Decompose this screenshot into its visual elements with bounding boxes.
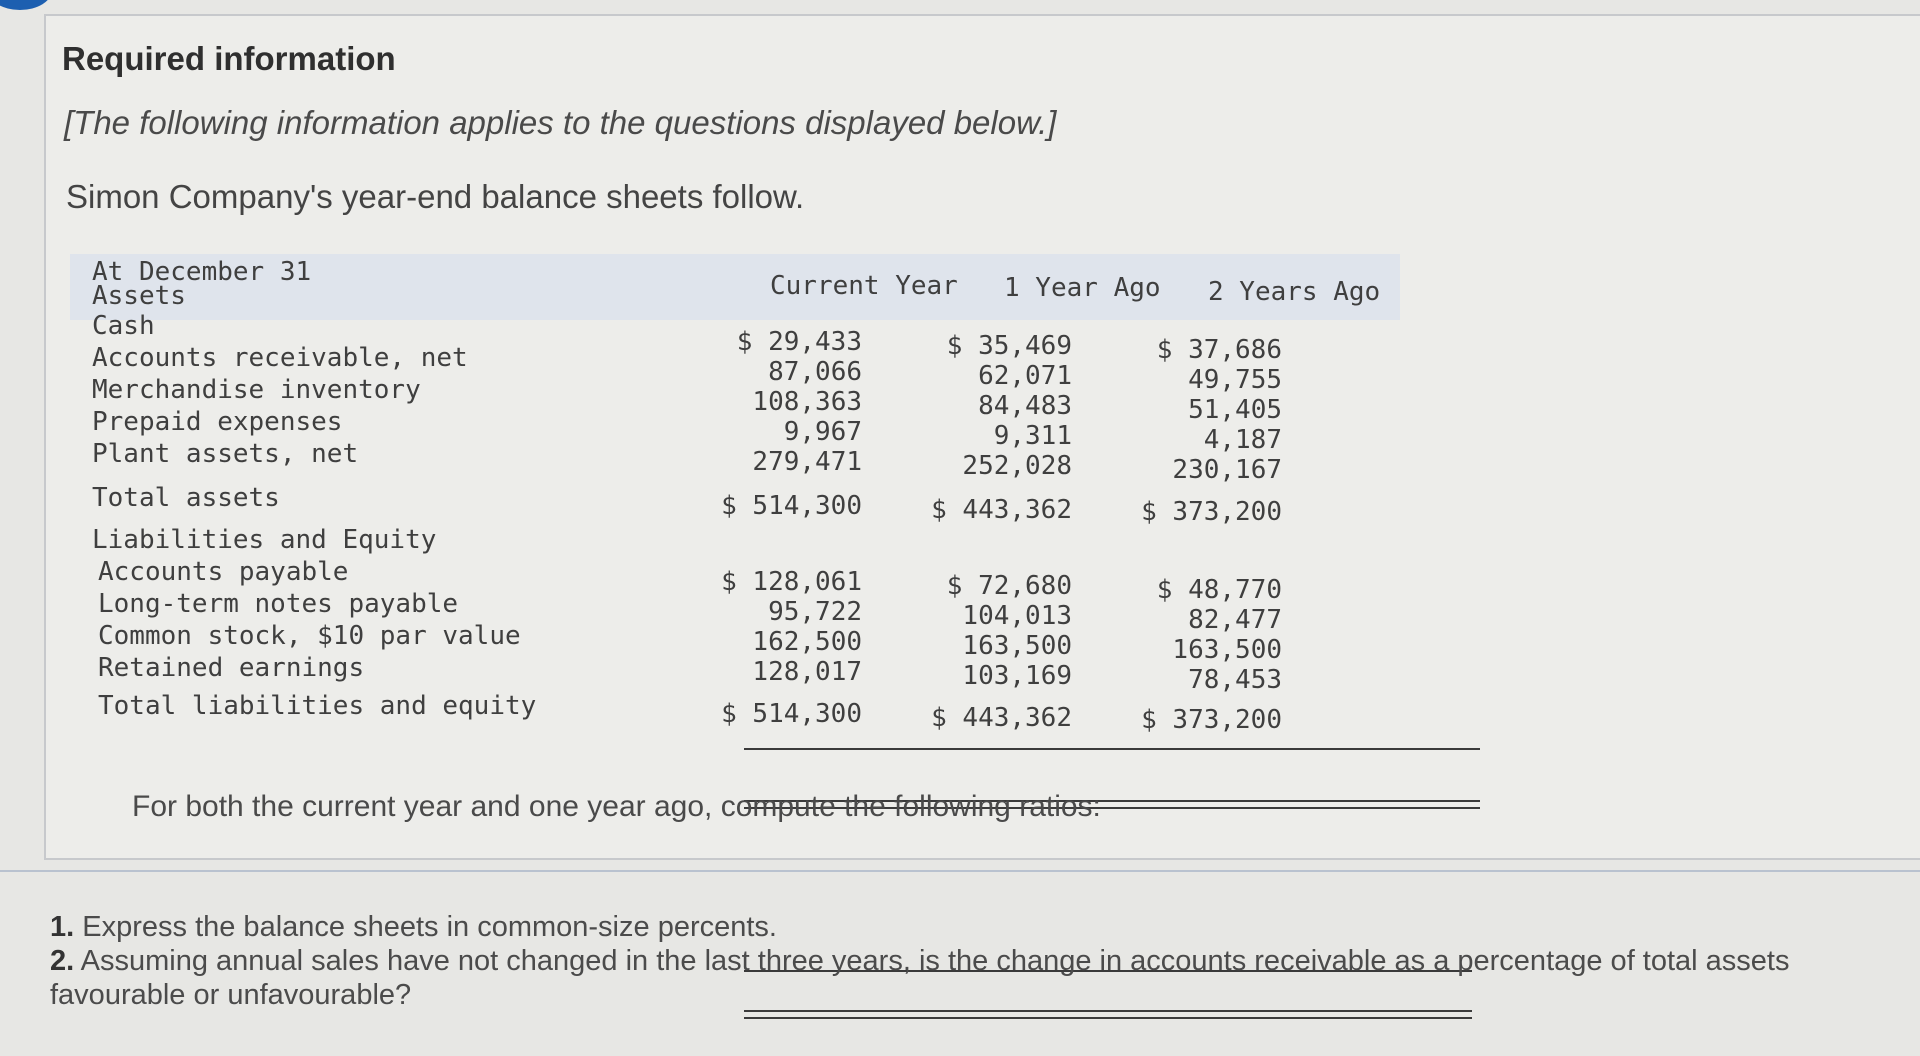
cell-value: $ 72,680: [946, 571, 1072, 601]
cell-value: $ 514,300: [721, 491, 862, 521]
row-label: Accounts payable: [98, 557, 349, 587]
cell-value: 62,071: [978, 361, 1072, 391]
row-label: Accounts receivable, net: [92, 343, 468, 373]
row-label: Total liabilities and equity: [98, 691, 537, 721]
cell-value: 95,722: [768, 597, 862, 627]
cell-value: 9,311: [993, 421, 1072, 451]
cell-value: 230,167: [1172, 455, 1282, 485]
cell-value: 51,405: [1188, 395, 1282, 425]
cell-value: 163,500: [962, 631, 1072, 661]
table-row: [92, 588, 1392, 635]
section-divider: [0, 870, 1920, 872]
cell-value: $ 29,433: [736, 327, 862, 357]
row-label: Retained earnings: [98, 653, 365, 683]
assets-subtotal-rule: [744, 748, 1480, 750]
cell-value: 104,013: [962, 601, 1072, 631]
row-label: Common stock, $10 par value: [98, 621, 521, 651]
cell-value: 163,500: [1172, 635, 1282, 665]
row-label: Cash: [92, 311, 155, 341]
cell-value: $ 35,469: [946, 331, 1072, 361]
column-2-years-ago: 2 Years Ago: [1208, 277, 1381, 307]
question-number: 2.: [50, 945, 75, 977]
cell-value: 279,471: [752, 447, 862, 477]
table-row: [92, 652, 1392, 695]
ratios-prompt: For both the current year and one year ago, compute the following ratios:: [132, 790, 1101, 823]
cell-value: $ 443,362: [931, 495, 1072, 525]
intro-text: Simon Company's year-end balance sheets follow.: [66, 178, 805, 215]
question-text: Express the balance sheets in common-size percents.: [82, 911, 777, 943]
cell-value: 108,363: [752, 387, 862, 417]
column-header-row: [92, 271, 1392, 311]
column-current-year: Current Year: [770, 271, 958, 301]
cell-value: 87,066: [768, 357, 862, 387]
row-label: Long-term notes payable: [98, 589, 459, 619]
row-label: Total assets: [92, 483, 280, 513]
cell-value: 103,169: [962, 661, 1072, 691]
cell-value: 252,028: [962, 451, 1072, 481]
info-note: [The following information applies to the questions displayed below.]: [64, 104, 1057, 141]
cell-value: $ 37,686: [1156, 335, 1282, 365]
section-heading: Required information: [62, 40, 396, 77]
question-text: Assuming annual sales have not changed in the last three years, is the change in accounts receivable as a percentage of total assets favourable or unfavourable?: [50, 945, 1790, 1011]
assets-heading: Assets: [92, 281, 186, 311]
corner-badge: [0, 0, 52, 10]
cell-value: $ 443,362: [931, 703, 1072, 733]
question-1: [50, 910, 1870, 944]
liabilities-heading-row: [92, 524, 1392, 556]
row-label: Plant assets, net: [92, 439, 359, 469]
total-assets-row: [92, 470, 1392, 527]
question-2: [50, 944, 1870, 1012]
row-label: Prepaid expenses: [92, 407, 343, 437]
cell-value: 4,187: [1203, 425, 1282, 455]
cell-value: 82,477: [1188, 605, 1282, 635]
questions-list: [50, 910, 1870, 1012]
cell-value: 78,453: [1188, 665, 1282, 695]
cell-value: 162,500: [752, 627, 862, 657]
cell-value: $ 373,200: [1141, 497, 1282, 527]
liabilities-heading: Liabilities and Equity: [92, 525, 437, 555]
row-label: Merchandise inventory: [92, 375, 421, 405]
balance-sheet-table: [92, 252, 1392, 735]
cell-value: 9,967: [783, 417, 862, 447]
column-1-year-ago: 1 Year Ago: [1004, 273, 1161, 303]
cell-value: 49,755: [1188, 365, 1282, 395]
question-number: 1.: [50, 911, 75, 943]
cell-value: $ 373,200: [1141, 705, 1282, 735]
cell-value: 84,483: [978, 391, 1072, 421]
total-liabilities-row: [92, 684, 1392, 735]
cell-value: 128,017: [752, 657, 862, 687]
date-label: At December 31: [92, 257, 312, 287]
table-row: [92, 620, 1392, 665]
cell-value: $ 48,770: [1156, 575, 1282, 605]
cell-value: $ 514,300: [721, 699, 862, 729]
cell-value: $ 128,061: [721, 567, 862, 597]
table-row: [92, 438, 1392, 485]
